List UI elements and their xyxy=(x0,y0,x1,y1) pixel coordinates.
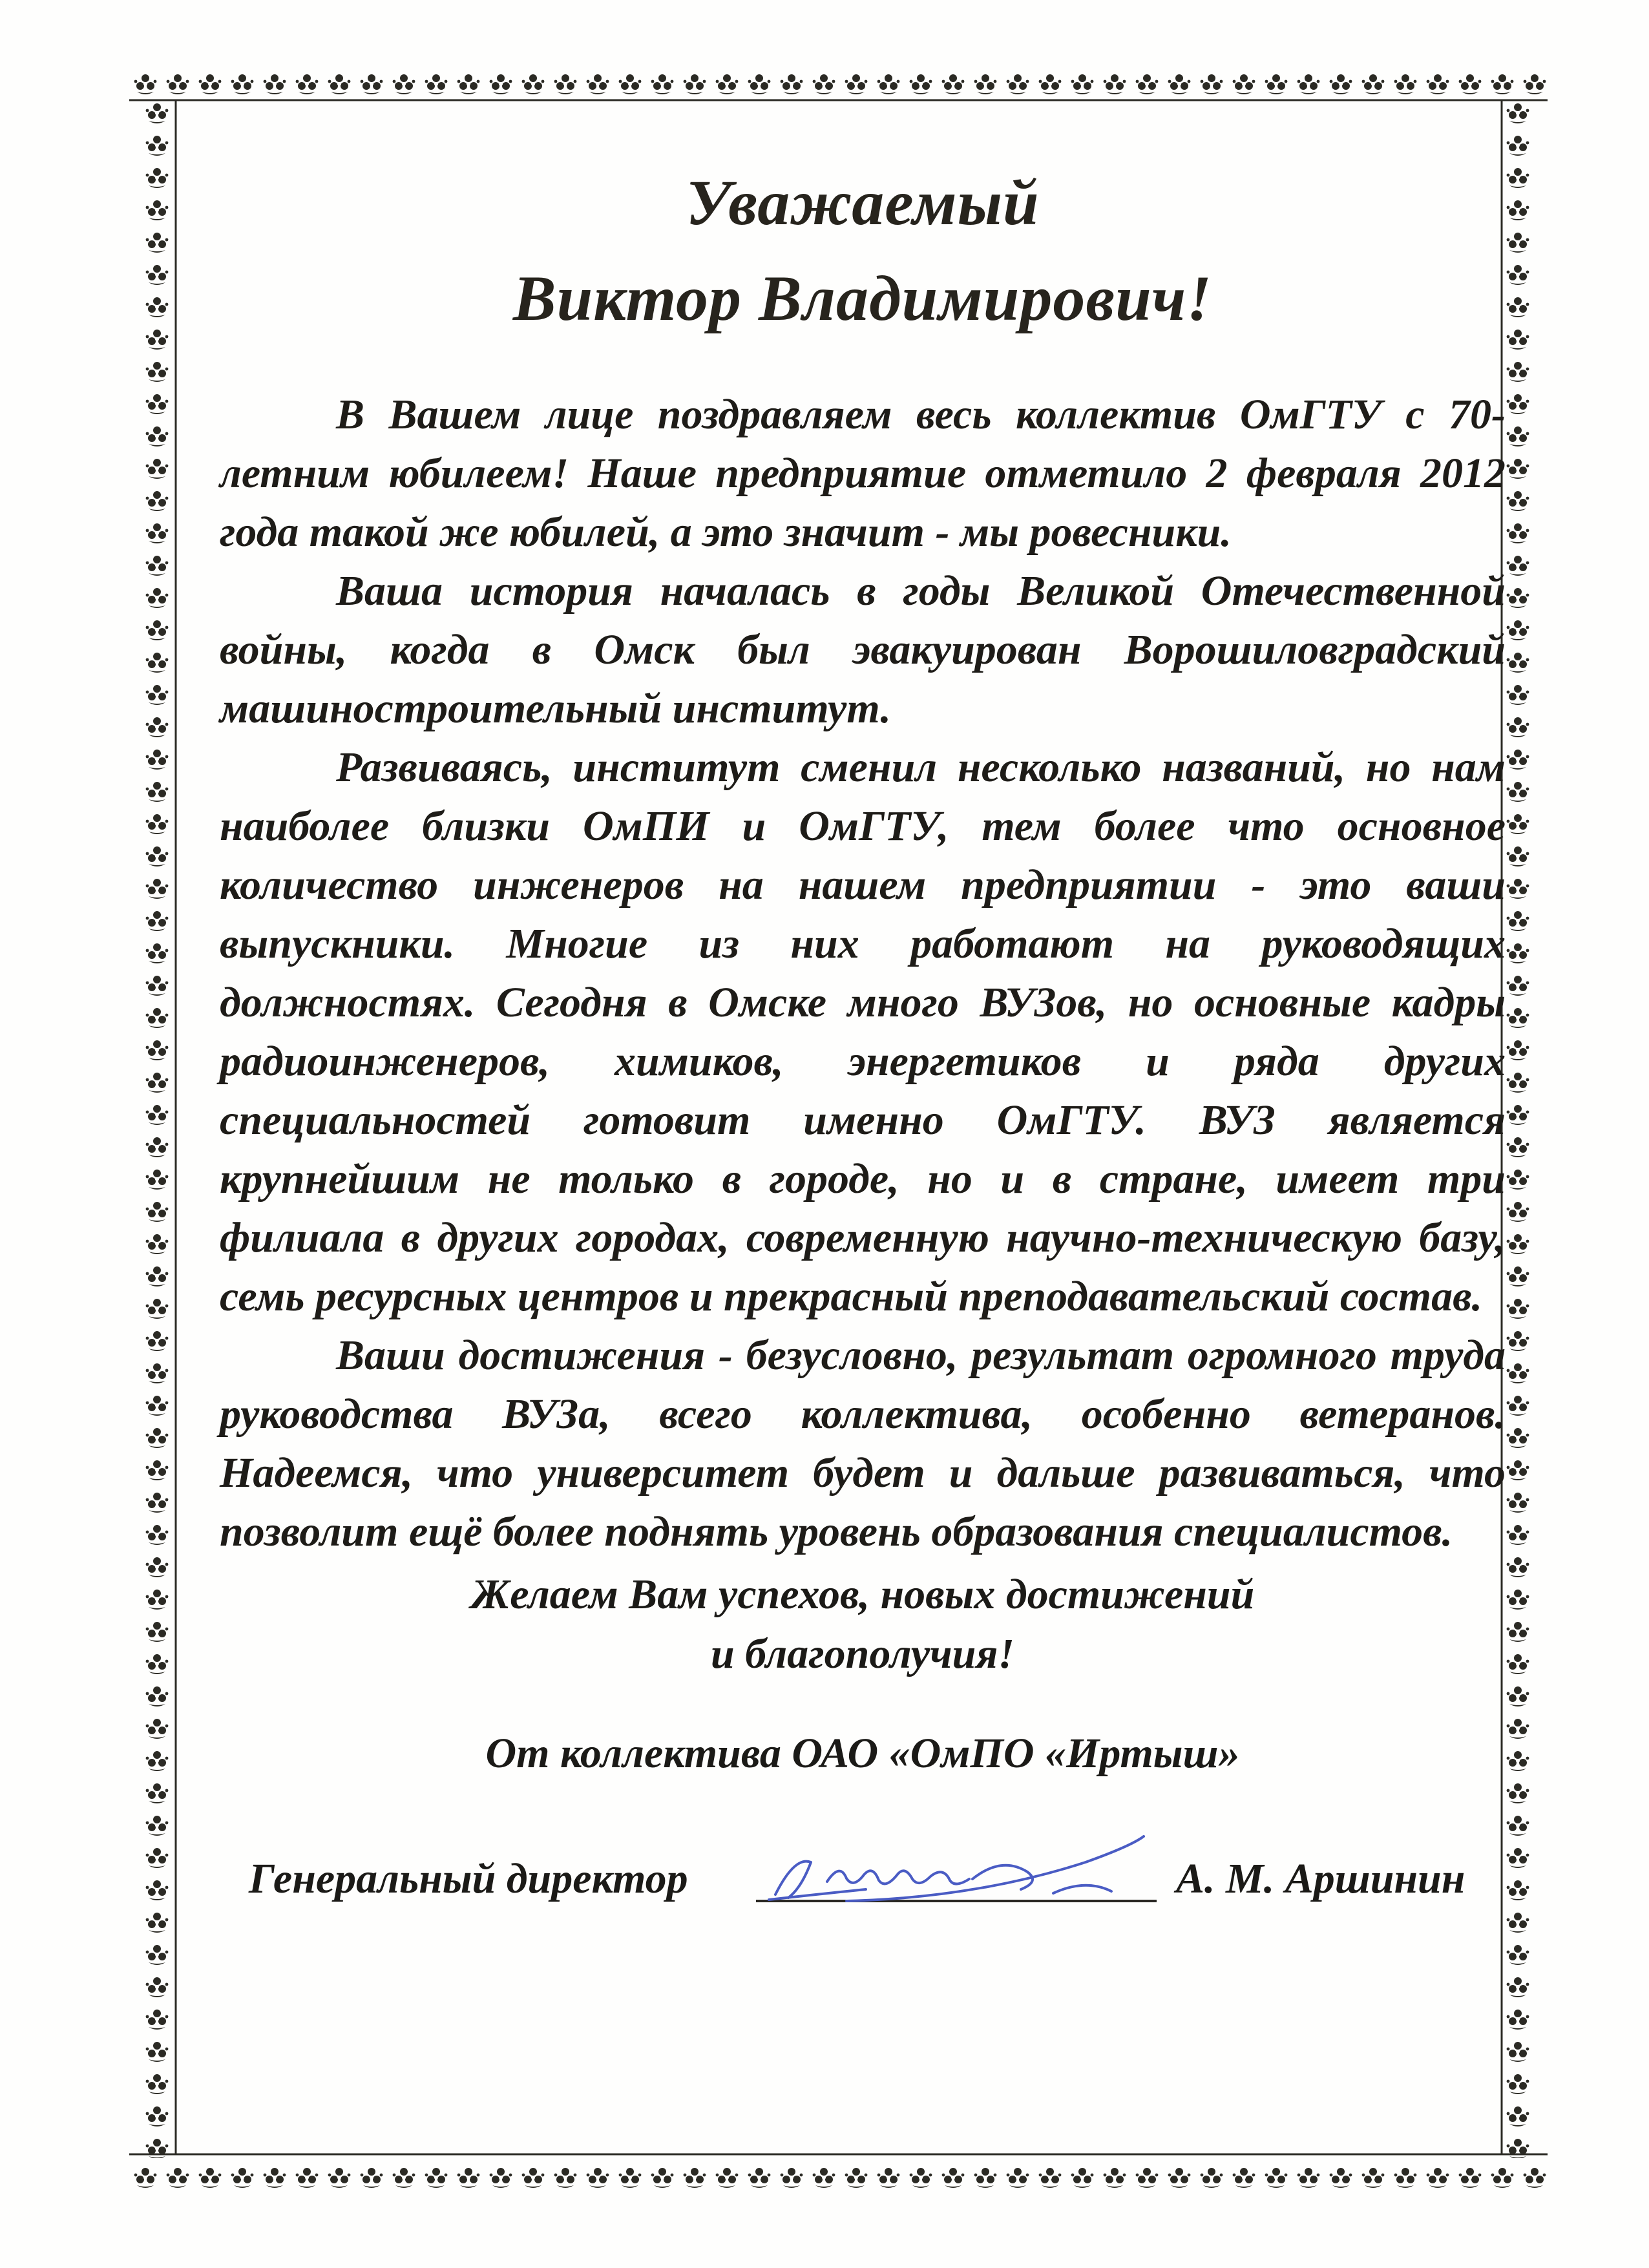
paragraph-3: Развиваясь, институт сменил несколько названий, но нам наиболее близки ОмПИ и ОмГТУ, тем более что основное количество инженеров на нашем предприятии - это ваши выпускники. Многие из них работают на руководящих должностях. Сегодня в Омске много ВУЗов, но основные кадры радиоинженеров, химиков, энергетиков и ряда других специальностей готовит именно ОмГТУ. ВУЗ является крупнейшим не только в городе, но и в стране, имеет три филиала в других городах, современную научно-техническую базу, семь ресурсных центров и прекрасный преподавательский состав. xyxy=(220,744,1506,1320)
salutation xyxy=(220,155,1506,346)
salutation-line-2: Виктор Владимирович! xyxy=(512,262,1213,334)
handwritten-signature xyxy=(750,1817,1176,1927)
wishes xyxy=(220,1565,1506,1684)
paragraph-2: Ваша история началась в годы Великой Отечественной войны, когда в Омск был эвакуирован Ворошиловградский машиностроительный институт. xyxy=(220,567,1506,732)
paragraph-1: В Вашем лице поздравляем весь коллектив ОмГТУ с 70-летним юбилеем! Наше предприятие отметило 2 февраля 2012 года такой же юбилей, а это значит - мы ровесники. xyxy=(220,391,1506,556)
signer-name: А. М. Аршинин xyxy=(1176,1855,1465,1902)
signer-title: Генеральный директор xyxy=(249,1855,688,1902)
letter-content xyxy=(220,155,1506,1927)
wish-line-2: и благополучия! xyxy=(710,1630,1015,1677)
wish-line-1: Желаем Вам успехов, новых достижений xyxy=(470,1571,1255,1618)
letter-body xyxy=(220,385,1506,1561)
sender-line: От коллектива ОАО «ОмПО «Иртыш» xyxy=(485,1730,1240,1777)
signature-block xyxy=(220,1843,1506,1927)
salutation-line-1: Уважаемый xyxy=(686,167,1040,238)
paragraph-4: Ваши достижения - безусловно, результат огромного труда руководства ВУЗа, всего коллектива, особенно ветеранов. Надеемся, что университет будет и дальше развиваться, что позволит ещё более поднять уровень образования специалистов. xyxy=(220,1332,1506,1555)
